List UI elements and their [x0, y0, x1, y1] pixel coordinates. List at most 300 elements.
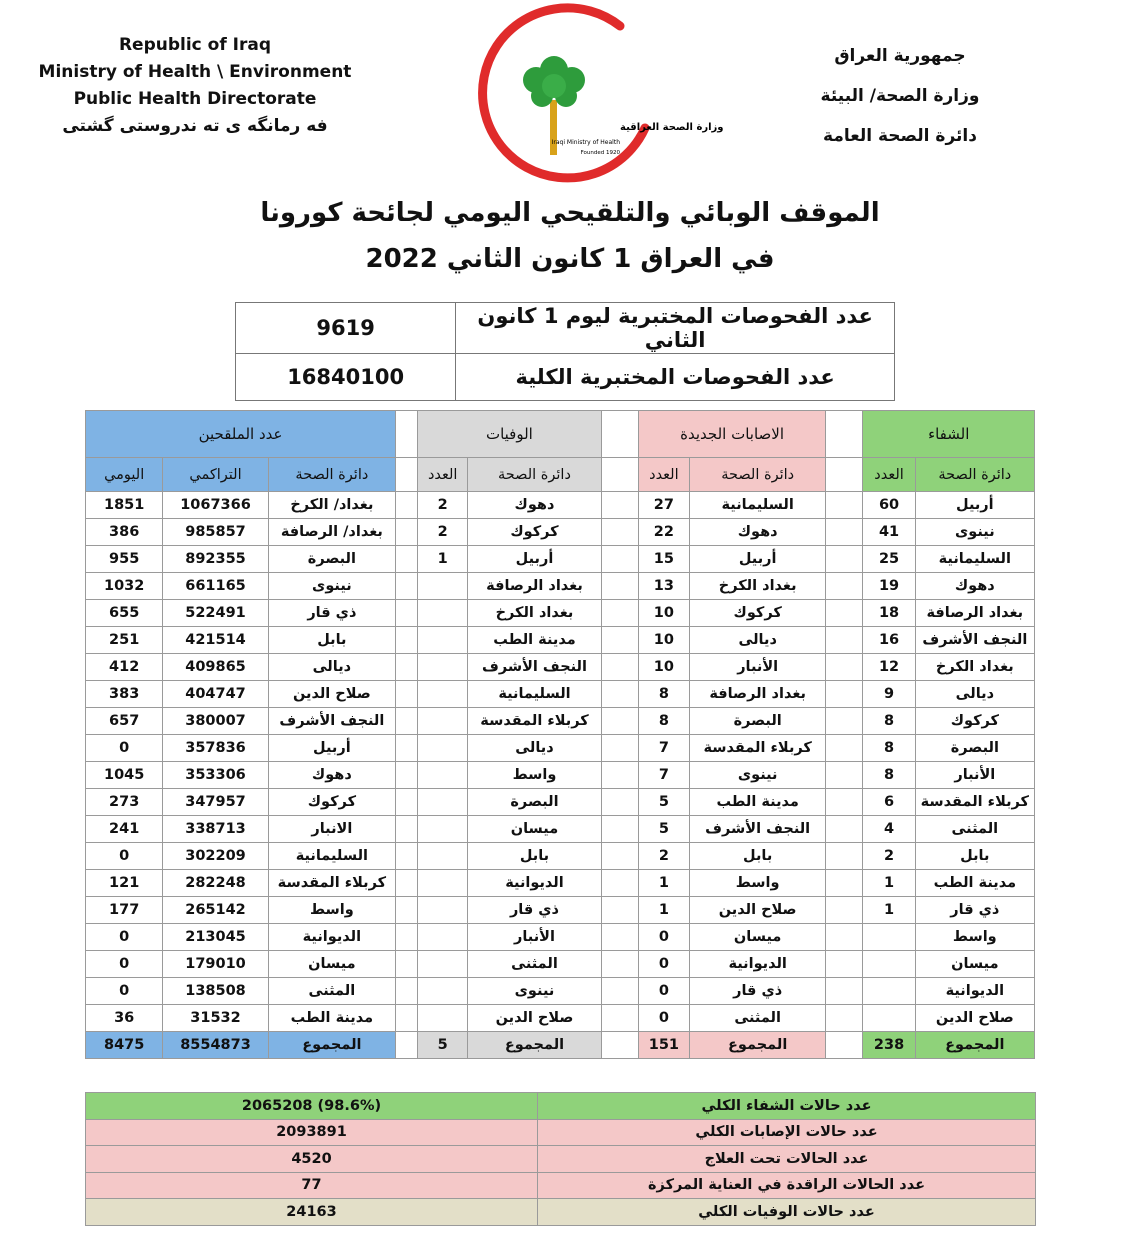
cases-count: 10 — [638, 654, 689, 681]
cases-directorate: السليمانية — [689, 492, 825, 519]
cases-count: 15 — [638, 546, 689, 573]
deaths-directorate: السليمانية — [468, 681, 601, 708]
deaths-count — [418, 573, 468, 600]
cases-count: 27 — [638, 492, 689, 519]
spacer-cell — [396, 978, 418, 1005]
deaths-directorate: ميسان — [468, 816, 601, 843]
tests-total-label: عدد الفحوصات المختبرية الكلية — [456, 354, 895, 401]
cases-directorate: صلاح الدين — [689, 897, 825, 924]
cases-count: 7 — [638, 735, 689, 762]
recovered-directorate: كربلاء المقدسة — [915, 789, 1034, 816]
vacc-directorate: ذي قار — [268, 600, 395, 627]
cases-count: 0 — [638, 978, 689, 1005]
cases-count: 7 — [638, 762, 689, 789]
spacer-cell — [601, 681, 638, 708]
table-row — [86, 492, 1035, 519]
group-header-row — [86, 411, 1035, 458]
table-row — [86, 546, 1035, 573]
vacc-directorate: ديالى — [268, 654, 395, 681]
deaths-directorate: مدينة الطب — [468, 627, 601, 654]
table-row — [86, 681, 1035, 708]
spacer-cell — [396, 654, 418, 681]
recovered-count: 1 — [863, 870, 915, 897]
header-ar-line-3: دائرة الصحة العامة — [823, 126, 977, 146]
summary-row — [86, 1199, 1036, 1226]
table-row — [86, 951, 1035, 978]
spacer-cell — [601, 870, 638, 897]
group-vaccinated: عدد الملقحين — [86, 411, 396, 458]
vacc-directorate: بغداد/ الكرخ — [268, 492, 395, 519]
vacc-cumulative: 357836 — [163, 735, 268, 762]
table-row — [86, 978, 1035, 1005]
spacer-cell — [601, 654, 638, 681]
recovered-directorate: دهوك — [915, 573, 1034, 600]
tests-total-value: 16840100 — [236, 354, 456, 401]
spacer-cell — [601, 458, 638, 492]
col-header-count: العدد — [418, 458, 468, 492]
spacer-cell — [396, 681, 418, 708]
cases-directorate: واسط — [689, 870, 825, 897]
vacc-directorate: المثنى — [268, 978, 395, 1005]
vacc-cumulative: 179010 — [163, 951, 268, 978]
spacer-cell — [396, 600, 418, 627]
deaths-count — [418, 951, 468, 978]
recovered-directorate: الديوانية — [915, 978, 1034, 1005]
vacc-directorate: الديوانية — [268, 924, 395, 951]
spacer-cell — [396, 627, 418, 654]
vacc-directorate: نينوى — [268, 573, 395, 600]
spacer-cell — [601, 978, 638, 1005]
spacer-cell — [396, 458, 418, 492]
cases-directorate: بغداد الرصافة — [689, 681, 825, 708]
cases-directorate: كربلاء المقدسة — [689, 735, 825, 762]
cases-count: 2 — [638, 843, 689, 870]
total-label: المجموع — [268, 1032, 395, 1059]
spacer-cell — [396, 843, 418, 870]
spacer-cell — [826, 843, 863, 870]
summary-body — [86, 1093, 1036, 1226]
vacc-directorate: دهوك — [268, 762, 395, 789]
deaths-directorate: أربيل — [468, 546, 601, 573]
cases-directorate: الأنبار — [689, 654, 825, 681]
main-table — [85, 410, 1035, 1059]
vacc-cumulative: 522491 — [163, 600, 268, 627]
deaths-count — [418, 843, 468, 870]
totals-row — [86, 1032, 1035, 1059]
vacc-daily: 655 — [86, 600, 163, 627]
header-ar-line-1: جمهورية العراق — [834, 46, 966, 66]
group-spacer — [826, 411, 863, 458]
deaths-directorate: دهوك — [468, 492, 601, 519]
spacer-cell — [601, 789, 638, 816]
spacer-cell — [826, 519, 863, 546]
vacc-cumulative: 138508 — [163, 978, 268, 1005]
recovered-directorate: البصرة — [915, 735, 1034, 762]
header-ar — [800, 36, 1000, 156]
summary-value: 77 — [86, 1172, 538, 1199]
tests-table — [235, 302, 895, 401]
recovered-directorate: أربيل — [915, 492, 1034, 519]
recovered-count — [863, 1005, 915, 1032]
ministry-logo — [470, 8, 724, 198]
summary-row — [86, 1093, 1036, 1120]
recovered-directorate: صلاح الدين — [915, 1005, 1034, 1032]
deaths-directorate: بابل — [468, 843, 601, 870]
recovered-directorate: بغداد الكرخ — [915, 654, 1034, 681]
vacc-directorate: صلاح الدين — [268, 681, 395, 708]
summary-label: عدد حالات الوفيات الكلي — [538, 1199, 1036, 1226]
vacc-cumulative: 338713 — [163, 816, 268, 843]
deaths-directorate: الأنبار — [468, 924, 601, 951]
col-header-cumulative: التراكمي — [163, 458, 268, 492]
deaths-count: 2 — [418, 492, 468, 519]
cases-count: 0 — [638, 951, 689, 978]
title-line-1: الموقف الوبائي والتلقيحي اليومي لجائحة كورونا — [260, 198, 880, 228]
spacer-cell — [601, 708, 638, 735]
title-line-2: في العراق 1 كانون الثاني 2022 — [365, 244, 775, 274]
sub-header-row — [86, 458, 1035, 492]
total-new-cases: 151 — [638, 1032, 689, 1059]
table-row — [86, 924, 1035, 951]
recovered-count: 41 — [863, 519, 915, 546]
table-row — [86, 708, 1035, 735]
vacc-daily: 251 — [86, 627, 163, 654]
spacer-cell — [826, 492, 863, 519]
recovered-directorate: بابل — [915, 843, 1034, 870]
recovered-directorate: نينوى — [915, 519, 1034, 546]
deaths-count — [418, 870, 468, 897]
recovered-directorate: السليمانية — [915, 546, 1034, 573]
deaths-count — [418, 1005, 468, 1032]
deaths-count — [418, 708, 468, 735]
vacc-daily: 0 — [86, 951, 163, 978]
spacer-cell — [396, 492, 418, 519]
deaths-count: 2 — [418, 519, 468, 546]
total-deaths: 5 — [418, 1032, 468, 1059]
cases-directorate: نينوى — [689, 762, 825, 789]
deaths-directorate: صلاح الدين — [468, 1005, 601, 1032]
spacer-cell — [396, 1032, 418, 1059]
deaths-directorate: بغداد الرصافة — [468, 573, 601, 600]
summary-table — [85, 1092, 1036, 1226]
summary-row — [86, 1119, 1036, 1146]
cases-directorate: بابل — [689, 843, 825, 870]
cases-count: 5 — [638, 816, 689, 843]
cases-count: 8 — [638, 681, 689, 708]
vacc-daily: 657 — [86, 708, 163, 735]
spacer-cell — [826, 816, 863, 843]
spacer-cell — [601, 573, 638, 600]
table-body — [86, 492, 1035, 1032]
spacer-cell — [826, 708, 863, 735]
cases-directorate: المثنى — [689, 1005, 825, 1032]
recovered-count: 4 — [863, 816, 915, 843]
vacc-daily: 36 — [86, 1005, 163, 1032]
cases-directorate: ميسان — [689, 924, 825, 951]
cases-count: 0 — [638, 924, 689, 951]
deaths-count — [418, 735, 468, 762]
spacer-cell — [601, 816, 638, 843]
cases-count: 0 — [638, 1005, 689, 1032]
group-spacer — [396, 411, 418, 458]
logo-name-en: Iraqi Ministry of Health — [551, 139, 620, 146]
spacer-cell — [826, 1005, 863, 1032]
recovered-count — [863, 951, 915, 978]
summary-value: 2065208 (98.6%) — [86, 1093, 538, 1120]
spacer-cell — [396, 573, 418, 600]
vacc-cumulative: 31532 — [163, 1005, 268, 1032]
table-row — [86, 735, 1035, 762]
col-header-count: العدد — [863, 458, 915, 492]
vacc-daily: 1851 — [86, 492, 163, 519]
group-deaths: الوفيات — [418, 411, 602, 458]
recovered-directorate: كركوك — [915, 708, 1034, 735]
header-en-line-1: Republic of Iraq — [118, 35, 272, 55]
table-row — [86, 870, 1035, 897]
cases-directorate: مدينة الطب — [689, 789, 825, 816]
spacer-cell — [396, 762, 418, 789]
spacer-cell — [601, 951, 638, 978]
deaths-count — [418, 897, 468, 924]
cases-directorate: دهوك — [689, 519, 825, 546]
spacer-cell — [826, 978, 863, 1005]
deaths-count — [418, 924, 468, 951]
recovered-directorate: واسط — [915, 924, 1034, 951]
summary-row — [86, 1146, 1036, 1173]
tests-daily-label: عدد الفحوصات المختبرية ليوم 1 كانون الثاني — [456, 303, 895, 354]
recovered-directorate: الأنبار — [915, 762, 1034, 789]
vacc-daily: 383 — [86, 681, 163, 708]
vacc-directorate: السليمانية — [268, 843, 395, 870]
recovered-count: 25 — [863, 546, 915, 573]
summary-label: عدد حالات الإصابات الكلي — [538, 1119, 1036, 1146]
summary-label: عدد الحالات تحت العلاج — [538, 1146, 1036, 1173]
vacc-daily: 273 — [86, 789, 163, 816]
total-label: المجموع — [689, 1032, 825, 1059]
col-header-daily: اليومي — [86, 458, 163, 492]
deaths-count: 1 — [418, 546, 468, 573]
spacer-cell — [396, 735, 418, 762]
vacc-cumulative: 213045 — [163, 924, 268, 951]
col-header-directorate: دائرة الصحة — [268, 458, 395, 492]
vacc-cumulative: 409865 — [163, 654, 268, 681]
cases-count: 5 — [638, 789, 689, 816]
recovered-count: 8 — [863, 762, 915, 789]
summary-value: 24163 — [86, 1199, 538, 1226]
spacer-cell — [396, 924, 418, 951]
table-row — [86, 1005, 1035, 1032]
deaths-count — [418, 978, 468, 1005]
vacc-directorate: النجف الأشرف — [268, 708, 395, 735]
cases-directorate: ديالى — [689, 627, 825, 654]
spacer-cell — [826, 870, 863, 897]
vacc-daily: 955 — [86, 546, 163, 573]
cases-count: 22 — [638, 519, 689, 546]
col-header-directorate: دائرة الصحة — [468, 458, 601, 492]
vacc-directorate: بغداد/ الرصافة — [268, 519, 395, 546]
vacc-cumulative: 353306 — [163, 762, 268, 789]
deaths-directorate: بغداد الكرخ — [468, 600, 601, 627]
cases-directorate: ذي قار — [689, 978, 825, 1005]
spacer-cell — [396, 816, 418, 843]
logo-founded: Founded 1920 — [580, 150, 620, 156]
spacer-cell — [826, 627, 863, 654]
total-label: المجموع — [915, 1032, 1034, 1059]
table-row — [86, 897, 1035, 924]
vacc-directorate: أربيل — [268, 735, 395, 762]
spacer-cell — [396, 1005, 418, 1032]
vacc-daily: 0 — [86, 978, 163, 1005]
table-row — [86, 573, 1035, 600]
total-label: المجموع — [468, 1032, 601, 1059]
col-header-directorate: دائرة الصحة — [689, 458, 825, 492]
spacer-cell — [601, 897, 638, 924]
header-ar-line-2: وزارة الصحة/ البيئة — [820, 86, 980, 106]
vacc-daily: 1032 — [86, 573, 163, 600]
vacc-directorate: ميسان — [268, 951, 395, 978]
recovered-directorate: ذي قار — [915, 897, 1034, 924]
recovered-directorate: بغداد الرصافة — [915, 600, 1034, 627]
spacer-cell — [601, 1032, 638, 1059]
deaths-directorate: واسط — [468, 762, 601, 789]
group-spacer — [601, 411, 638, 458]
spacer-cell — [826, 951, 863, 978]
spacer-cell — [601, 924, 638, 951]
spacer-cell — [826, 458, 863, 492]
recovered-count: 2 — [863, 843, 915, 870]
header-en-line-2: Ministry of Health \ Environment — [38, 62, 352, 82]
total-vaccinated-daily: 8475 — [86, 1032, 163, 1059]
table-row — [86, 627, 1035, 654]
spacer-cell — [826, 762, 863, 789]
table-row — [86, 816, 1035, 843]
logo-name-ar: وزارة الصحة العراقية — [620, 122, 724, 133]
recovered-count: 12 — [863, 654, 915, 681]
deaths-count — [418, 600, 468, 627]
cases-count: 8 — [638, 708, 689, 735]
spacer-cell — [826, 681, 863, 708]
recovered-count: 60 — [863, 492, 915, 519]
deaths-count — [418, 654, 468, 681]
table-row — [86, 843, 1035, 870]
col-header-directorate: دائرة الصحة — [915, 458, 1034, 492]
total-vaccinated-cumulative: 8554873 — [163, 1032, 268, 1059]
spacer-cell — [826, 546, 863, 573]
spacer-cell — [601, 735, 638, 762]
deaths-directorate: المثنى — [468, 951, 601, 978]
header-kurdish-line: فه رمانگه ى ته ندروستى گشتى — [62, 116, 328, 136]
cases-directorate: البصرة — [689, 708, 825, 735]
table-row — [86, 519, 1035, 546]
spacer-cell — [826, 924, 863, 951]
deaths-directorate: ديالى — [468, 735, 601, 762]
vacc-cumulative: 1067366 — [163, 492, 268, 519]
group-recovered: الشفاء — [863, 411, 1035, 458]
spacer-cell — [601, 1005, 638, 1032]
vacc-cumulative: 347957 — [163, 789, 268, 816]
spacer-cell — [601, 600, 638, 627]
vacc-daily: 121 — [86, 870, 163, 897]
vacc-cumulative: 302209 — [163, 843, 268, 870]
recovered-count: 6 — [863, 789, 915, 816]
page-title — [200, 190, 940, 282]
spacer-cell — [396, 546, 418, 573]
spacer-cell — [826, 600, 863, 627]
deaths-count — [418, 762, 468, 789]
table-row — [86, 654, 1035, 681]
spacer-cell — [826, 897, 863, 924]
tests-daily-row — [236, 303, 895, 354]
recovered-count: 18 — [863, 600, 915, 627]
spacer-cell — [601, 627, 638, 654]
vacc-cumulative: 404747 — [163, 681, 268, 708]
recovered-directorate: ميسان — [915, 951, 1034, 978]
recovered-directorate: ديالى — [915, 681, 1034, 708]
vacc-daily: 177 — [86, 897, 163, 924]
table-row — [86, 789, 1035, 816]
deaths-directorate: ذي قار — [468, 897, 601, 924]
vacc-daily: 0 — [86, 924, 163, 951]
cases-count: 1 — [638, 870, 689, 897]
spacer-cell — [826, 1032, 863, 1059]
deaths-count — [418, 627, 468, 654]
deaths-directorate: البصرة — [468, 789, 601, 816]
header-en — [30, 32, 360, 140]
vacc-directorate: البصرة — [268, 546, 395, 573]
cases-directorate: النجف الأشرف — [689, 816, 825, 843]
recovered-directorate: المثنى — [915, 816, 1034, 843]
cases-count: 10 — [638, 600, 689, 627]
deaths-directorate: الديوانية — [468, 870, 601, 897]
vacc-daily: 412 — [86, 654, 163, 681]
spacer-cell — [396, 897, 418, 924]
spacer-cell — [601, 519, 638, 546]
spacer-cell — [826, 735, 863, 762]
spacer-cell — [601, 546, 638, 573]
vacc-daily: 241 — [86, 816, 163, 843]
spacer-cell — [601, 762, 638, 789]
vacc-cumulative: 282248 — [163, 870, 268, 897]
recovered-count: 8 — [863, 735, 915, 762]
recovered-count: 19 — [863, 573, 915, 600]
summary-label: عدد الحالات الراقدة في العناية المركزة — [538, 1172, 1036, 1199]
tests-total-row — [236, 354, 895, 401]
spacer-cell — [826, 789, 863, 816]
summary-label: عدد حالات الشفاء الكلي — [538, 1093, 1036, 1120]
table-row — [86, 762, 1035, 789]
table-row — [86, 600, 1035, 627]
cases-count: 1 — [638, 897, 689, 924]
summary-value: 4520 — [86, 1146, 538, 1173]
total-recovered: 238 — [863, 1032, 915, 1059]
tests-daily-value: 9619 — [236, 303, 456, 354]
deaths-count — [418, 681, 468, 708]
vacc-daily: 0 — [86, 843, 163, 870]
summary-value: 2093891 — [86, 1119, 538, 1146]
deaths-directorate: نينوى — [468, 978, 601, 1005]
vacc-daily: 1045 — [86, 762, 163, 789]
group-new-cases: الاصابات الجديدة — [638, 411, 826, 458]
vacc-daily: 0 — [86, 735, 163, 762]
vacc-cumulative: 661165 — [163, 573, 268, 600]
summary-row — [86, 1172, 1036, 1199]
recovered-count: 16 — [863, 627, 915, 654]
deaths-directorate: النجف الأشرف — [468, 654, 601, 681]
cases-count: 10 — [638, 627, 689, 654]
header-en-line-3: Public Health Directorate — [73, 89, 317, 109]
deaths-directorate: كركوك — [468, 519, 601, 546]
cases-directorate: أربيل — [689, 546, 825, 573]
